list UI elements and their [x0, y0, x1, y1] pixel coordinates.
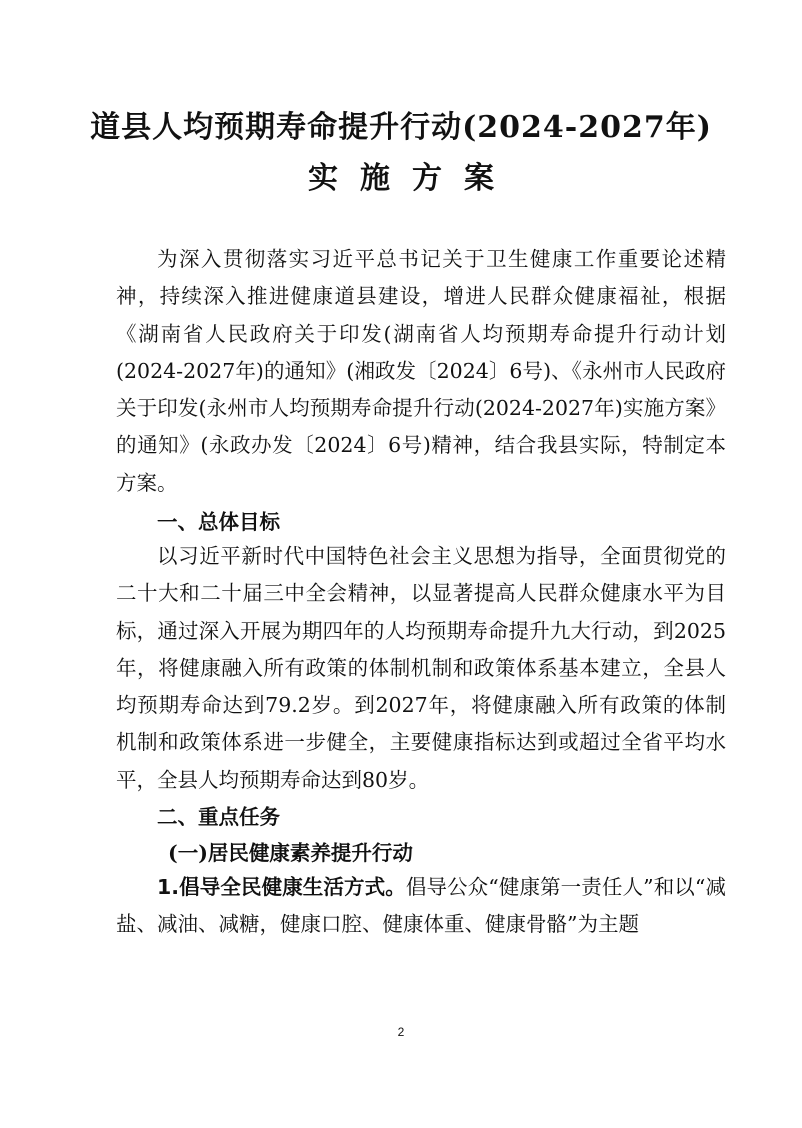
task-item-lead: 1.倡导全民健康生活方式。 [157, 875, 406, 899]
page-number: 2 [397, 1025, 405, 1039]
task-item-text: 倡导公众“健康第一责任人”和以“减盐、减油、减糖，健康口腔、健康体重、健康骨骼”为主题 [116, 875, 726, 937]
goals-paragraph: 以习近平新时代中国特色社会主义思想为指导，全面贯彻党的二十大和二十届三中全会精神，以显著提高人民群众健康水平为目标，通过深入开展为期四年的人均预期寿命提升九大行动，到2025年，将健康融入所有政策的体制机制和政策体系基本建立，全县人均预期寿命达到79.2岁。到2027年，将健康融入所有政策的体制机制和政策体系进一步健全，主要健康指标达到或超过全省平均水平，全县人均预期寿命达到80岁。 [116, 544, 726, 792]
task-item-paragraph [116, 869, 726, 944]
document-title: 道县人均预期寿命提升行动(2024-2027年) [90, 110, 712, 145]
section-heading-goals: 一、总体目标 [157, 510, 280, 534]
section-heading-tasks: 二、重点任务 [157, 805, 280, 829]
subsection-heading-literacy: (一)居民健康素养提升行动 [168, 841, 413, 865]
document-subtitle: 实施方案 [308, 161, 516, 196]
intro-paragraph: 为深入贯彻落实习近平总书记关于卫生健康工作重要论述精神，持续深入推进健康道县建设，增进人民群众健康福祉，根据《湖南省人民政府关于印发(湖南省人均预期寿命提升行动计划(2024-2027年)的通知》(湘政发〔2024〕6号)、《永州市人民政府关于印发(永州市人均预期寿命提升行动(2024-2027年)实施方案》的通知》(永政办发〔2024〕6号)精神，结合我县实际，特制定本方案。 [116, 247, 726, 495]
